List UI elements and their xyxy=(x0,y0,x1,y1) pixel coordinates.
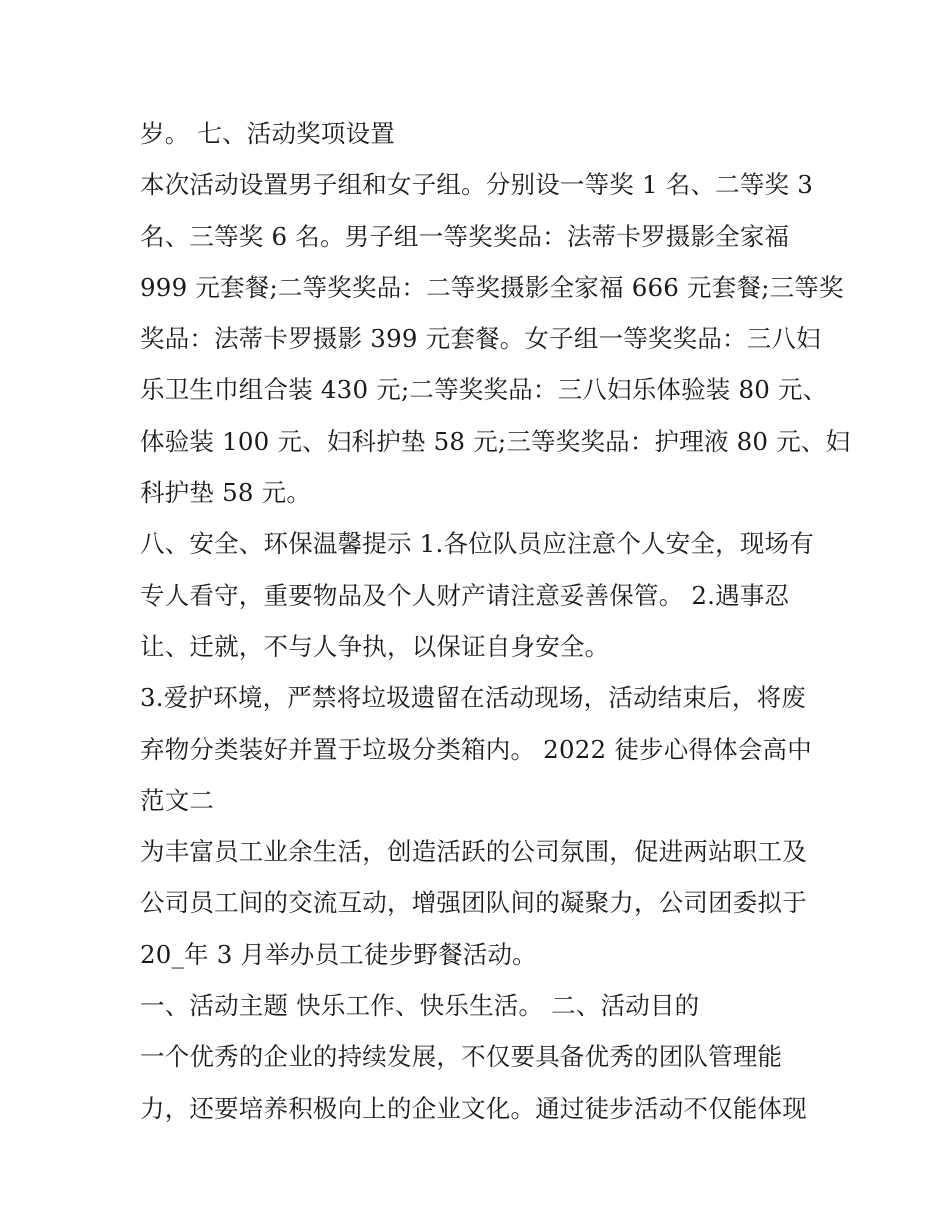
text-line: 为丰富员工业余生活，创造活跃的公司氛围，促进两站职工及 xyxy=(140,837,807,867)
text-line: 科护垫 58 元。 xyxy=(140,478,312,508)
text-line: 八、安全、环保温馨提示 1.各位队员应注意个人安全，现场有 xyxy=(140,529,814,559)
text-line: 体验装 100 元、妇科护垫 58 元;三等奖奖品：护理液 80 元、妇 xyxy=(140,426,851,456)
text-line: 岁。 七、活动奖项设置 xyxy=(140,119,395,148)
text-line: 3.爱护环境，严禁将垃圾遗留在活动现场，活动结束后，将废 xyxy=(140,683,806,713)
text-line: 奖品：法蒂卡罗摄影 399 元套餐。女子组一等奖奖品：三八妇 xyxy=(140,324,821,354)
text-line: 999 元套餐;二等奖奖品：二等奖摄影全家福 666 元套餐;三等奖 xyxy=(140,272,844,302)
text-line: 20_年 3 月举办员工徒步野餐活动。 xyxy=(140,939,537,969)
text-line: 一、活动主题 快乐工作、快乐生活。 二、活动目的 xyxy=(140,991,700,1021)
text-line: 弃物分类装好并置于垃圾分类箱内。 2022 徒步心得体会高中 xyxy=(140,734,812,764)
text-line: 一个优秀的企业的持续发展，不仅要具备优秀的团队管理能 xyxy=(140,1042,783,1072)
text-line: 力，还要培养积极向上的企业文化。通过徒步活动不仅能体现 xyxy=(140,1093,807,1123)
text-line: 名、三等奖 6 名。男子组一等奖奖品：法蒂卡罗摄影全家福 xyxy=(140,221,790,251)
text-line: 公司员工间的交流互动，增强团队间的凝聚力，公司团委拟于 xyxy=(140,888,807,918)
text-line: 让、迁就，不与人争执，以保证自身安全。 xyxy=(140,631,610,661)
text-line: 范文二 xyxy=(140,785,215,815)
text-line: 专人看守，重要物品及个人财产请注意妥善保管。 2.遇事忍 xyxy=(140,580,790,610)
text-line: 乐卫生巾组合装 430 元;二等奖奖品：三八妇乐体验装 80 元、 xyxy=(140,375,828,405)
text-line: 本次活动设置男子组和女子组。分别设一等奖 1 名、二等奖 3 xyxy=(140,170,814,200)
document-body xyxy=(140,108,851,1134)
